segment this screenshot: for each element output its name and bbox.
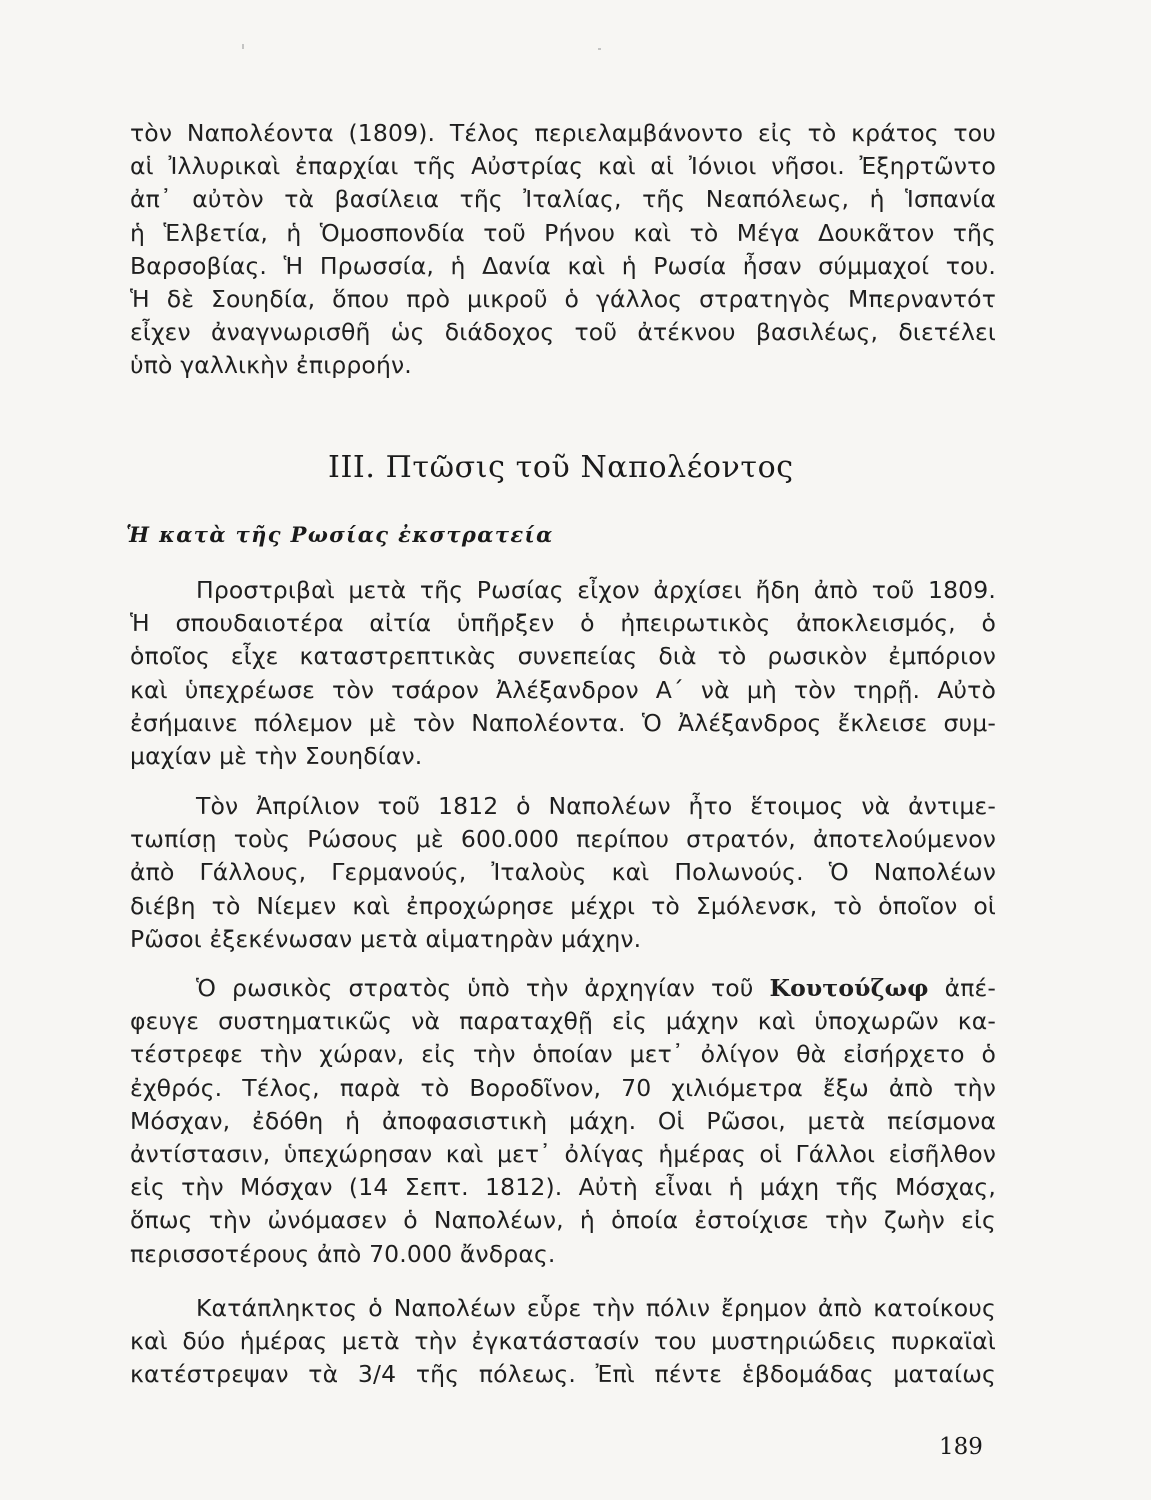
paragraph-borodino [130, 972, 996, 1271]
text-line: ἀπὸ Γάλλους, Γερμανούς, Ἰταλοὺς καὶ Πολωνούς. Ὁ Ναπολέων [130, 858, 996, 887]
text-fragment: ἀπέ- [928, 974, 996, 1002]
paragraph-moscow-fire [130, 1292, 996, 1392]
text-line: Βαρσοβίας. Ἡ Πρωσσία, ἡ Δανία καὶ ἡ Ρωσία ἦσαν σύμμαχοί του. [130, 251, 996, 280]
text-line: ἐσήμαινε πόλεμον μὲ τὸν Ναπολέοντα. Ὁ Ἀλέξανδρος ἔκλεισε συμ- [130, 708, 996, 737]
scan-speck [242, 44, 244, 49]
text-line: τωπίσῃ τοὺς Ρώσους μὲ 600.000 περίπου στρατόν, ἀποτελούμενον [130, 825, 996, 854]
paragraph-empire [130, 117, 996, 383]
text-line: Μόσχαν, ἐδόθη ἡ ἀποφασιστικὴ μάχη. Οἱ Ρῶσοι, μετὰ πείσμονα [130, 1106, 996, 1135]
scan-speck [598, 48, 601, 50]
text-line: ὁποῖος εἶχε καταστρεπτικὰς συνεπείας διὰ τὸ ρωσικὸν ἐμπόριον [130, 642, 996, 671]
paragraph-frictions [130, 574, 996, 773]
section-heading: Ἡ κατὰ τῆς Ρωσίας ἐκστρατεία [126, 522, 554, 547]
text-line: ἡ Ἑλβετία, ἡ Ὁμοσπονδία τοῦ Ρήνου καὶ τὸ Μέγα Δουκᾶτον τῆς [130, 218, 996, 247]
text-line: ἀπ᾽ αὐτὸν τὰ βασίλεια τῆς Ἰταλίας, τῆς Νεαπόλεως, ἡ Ἱσπανία [130, 185, 996, 214]
text-line: καὶ ὑπεχρέωσε τὸν τσάρον Ἀλέξανδρον Α΄ νὰ μὴ τὸν τηρῇ. Αὐτὸ [130, 675, 996, 704]
text-line: τὸν Ναπολέοντα (1809). Τέλος περιελαμβάνοντο εἰς τὸ κράτος του [130, 119, 996, 147]
text-line: διέβη τὸ Νίεμεν καὶ ἐπροχώρησε μέχρι τὸ Σμόλενσκ, τὸ ὁποῖον οἱ [130, 891, 996, 920]
text-line: τέστρεφε τὴν χώραν, εἰς τὴν ὁποίαν μετ᾽ ὀλίγον θὰ εἰσήρχετο ὁ [130, 1040, 996, 1069]
text-line: ἀντίστασιν, ὑπεχώρησαν καὶ μετ᾽ ὀλίγας ἡμέρας οἱ Γάλλοι εἰσῆλθον [130, 1139, 996, 1168]
text-line: Τὸν Ἀπρίλιον τοῦ 1812 ὁ Ναπολέων ἦτο ἕτοιμος νὰ ἀντιμε- [196, 792, 996, 820]
text-line: Προστριβαὶ μετὰ τῆς Ρωσίας εἶχον ἀρχίσει ἤδη ἀπὸ τοῦ 1809. [196, 576, 996, 604]
text-line: περισσοτέρους ἀπὸ 70.000 ἄνδρας. [130, 1239, 556, 1268]
page-number: 189 [939, 1434, 983, 1460]
text-line: Ἡ σπουδαιοτέρα αἰτία ὑπῆρξεν ὁ ἠπειρωτικὸς ἀποκλεισμός, ὁ [130, 609, 996, 638]
text-line: ἐχθρός. Τέλος, παρὰ τὸ Βοροδῖνον, 70 χιλιόμετρα ἔξω ἀπὸ τὴν [130, 1073, 996, 1102]
text-line: Κατάπληκτος ὁ Ναπολέων εὗρε τὴν πόλιν ἔρημον ἀπὸ κατοίκους [196, 1294, 996, 1322]
text-line: Ἡ δὲ Σουηδία, ὅπου πρὸ μικροῦ ὁ γάλλος στρατηγὸς Μπερναντότ [130, 284, 996, 313]
text-fragment: Ὁ ρωσικὸς στρατὸς ὑπὸ τὴν ἀρχηγίαν τοῦ [196, 974, 770, 1002]
text-line: ὅπως τὴν ὠνόμασεν ὁ Ναπολέων, ἡ ὁποία ἐστοίχισε τὴν ζωὴν εἰς [130, 1206, 996, 1235]
text-line: εἰς τὴν Μόσχαν (14 Σεπτ. 1812). Αὐτὴ εἶναι ἡ μάχη τῆς Μόσχας, [130, 1173, 996, 1202]
paragraph-invasion [130, 790, 996, 956]
text-line: καὶ δύο ἡμέρας μετὰ τὴν ἐγκατάστασίν του μυστηριώδεις πυρκαϊαὶ [130, 1327, 996, 1356]
text-line: αἱ Ἰλλυρικαὶ ἐπαρχίαι τῆς Αὐστρίας καὶ αἱ Ἰόνιοι νῆσοι. Ἐξηρτῶντο [130, 152, 996, 181]
text-line: εἶχεν ἀναγνωρισθῆ ὡς διάδοχος τοῦ ἀτέκνου βασιλέως, διετέλει [130, 318, 996, 347]
text-line: ὑπὸ γαλλικὴν ἐπιρροήν. [130, 351, 412, 380]
kutuzov-name: Κουτούζωφ [769, 974, 929, 1002]
chapter-heading: III. Πτῶσις τοῦ Ναπολέοντος [328, 450, 794, 485]
text-line: κατέστρεψαν τὰ 3/4 τῆς πόλεως. Ἐπὶ πέντε ἑβδομάδας ματαίως [130, 1360, 996, 1389]
text-line: Ρῶσοι ἐξεκένωσαν μετὰ αἱματηρὰν μάχην. [130, 924, 642, 953]
text-line [130, 972, 996, 1005]
text-line: φευγε συστηματικῶς νὰ παραταχθῇ εἰς μάχην καὶ ὑποχωρῶν κα- [130, 1007, 996, 1036]
text-line: μαχίαν μὲ τὴν Σουηδίαν. [130, 741, 423, 770]
